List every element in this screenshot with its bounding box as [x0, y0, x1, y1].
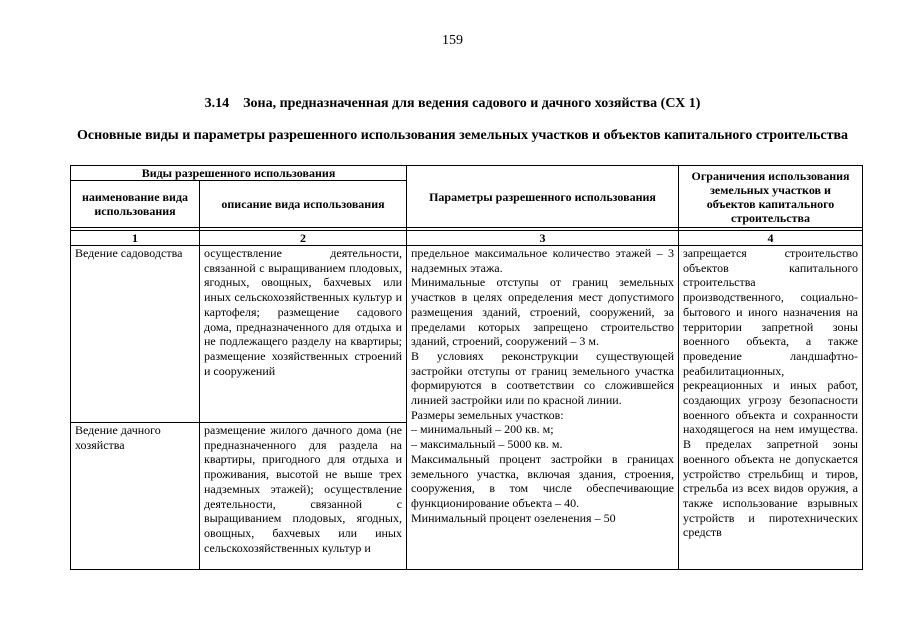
parameter-text: – минимальный – 200 кв. м;	[411, 422, 554, 437]
section-title-text: Зона, предназначенная для ведения садового и дачного хозяйства (СХ 1)	[243, 96, 701, 111]
column-number: 4	[679, 231, 863, 246]
params-header: Параметры разрешенного использования	[407, 166, 679, 228]
parameter-text: В условиях реконструкции существующей застройки отступы от границ земельного участка формируются в соответствии со сложившейся линией застройки или по красной линии.	[411, 348, 674, 408]
use-description: осуществление деятельности, связанной с выращиванием плодовых, ягодных, овощных, бахчевых или иных сельскохозяйственных культур и картофеля; размещение садового дома, предназначенного для отдыха и не подлежащего разделу на квартиры; размещение хозяйственных строений и сооружений	[200, 246, 407, 423]
limitations-cell	[679, 246, 863, 570]
parameters-cell	[407, 246, 679, 570]
limitation-text: запрещается строительство объектов капитального строительства	[683, 246, 858, 290]
subheading: Основные виды и параметры разрешенного использования земельных участков и объектов капитального строительства	[77, 128, 849, 143]
column-number: 2	[200, 231, 407, 246]
use-name: Ведение садоводства	[71, 246, 200, 423]
limitation-text: производственного, социально-бытового и иного назначения на территории запретной зоны военного объекта, а также проведение ландшафтно-реабилитационных,	[683, 290, 858, 378]
section-number: 3.14	[204, 96, 230, 111]
parameter-text: предельное максимальное количество этажей – 3 надземных этажа.	[411, 246, 674, 275]
table-row	[71, 246, 863, 423]
group-header: Виды разрешенного использования	[71, 166, 407, 181]
column-number: 1	[71, 231, 200, 246]
description-header: описание вида использования	[200, 181, 407, 228]
column-number: 3	[407, 231, 679, 246]
parameter-text: Максимальный процент застройки в границах земельного участка, включая здания, строения, сооружения, в том числе обеспечивающие функционирование объекта – 40.	[411, 451, 674, 510]
use-name: Ведение дачного хозяйства	[71, 423, 200, 570]
parameter-text: Минимальные отступы от границ земельных участков в целях определения мест допустимого размещения зданий, строений, сооружений, за пределами которых запрещено строительство зданий, строений, сооружений – 3 м.	[411, 275, 674, 349]
use-description-text: размещение жилого дачного дома (не предназначенного для раздела на квартиры, пригодного для отдыха и проживания, высотой не выше трех надземных этажей); осуществление деятельности, связанной с выращиванием плодовых, ягодных, овощных, бахчевых или иных сельскохозяйственных культур и	[204, 423, 402, 555]
use-description	[200, 423, 407, 570]
limits-header: Ограничения использования земельных участков и объектов капитального строительства	[679, 166, 863, 228]
column-number-row	[71, 231, 863, 246]
parameter-text: – максимальный – 5000 кв. м.	[411, 437, 563, 452]
name-header: наименование вида использования	[71, 181, 200, 228]
parameter-text: Размеры земельных участков:	[411, 407, 564, 422]
limitation-text: рекреационных и иных работ, создающих угрозу безопасности военного объекта и сохранности находящегося на нем имущества. В пределах запретной зоны военного объекта не допускается устройство стрельбищ и тиров, стрельба из всех видов оружия, а также использование взрывных устройств и пиротехнических средств	[683, 378, 858, 540]
section-title	[0, 96, 905, 112]
page-number: 159	[442, 33, 463, 48]
land-use-table	[70, 165, 863, 570]
parameter-text: Минимальный процент озеленения – 50	[411, 510, 616, 525]
